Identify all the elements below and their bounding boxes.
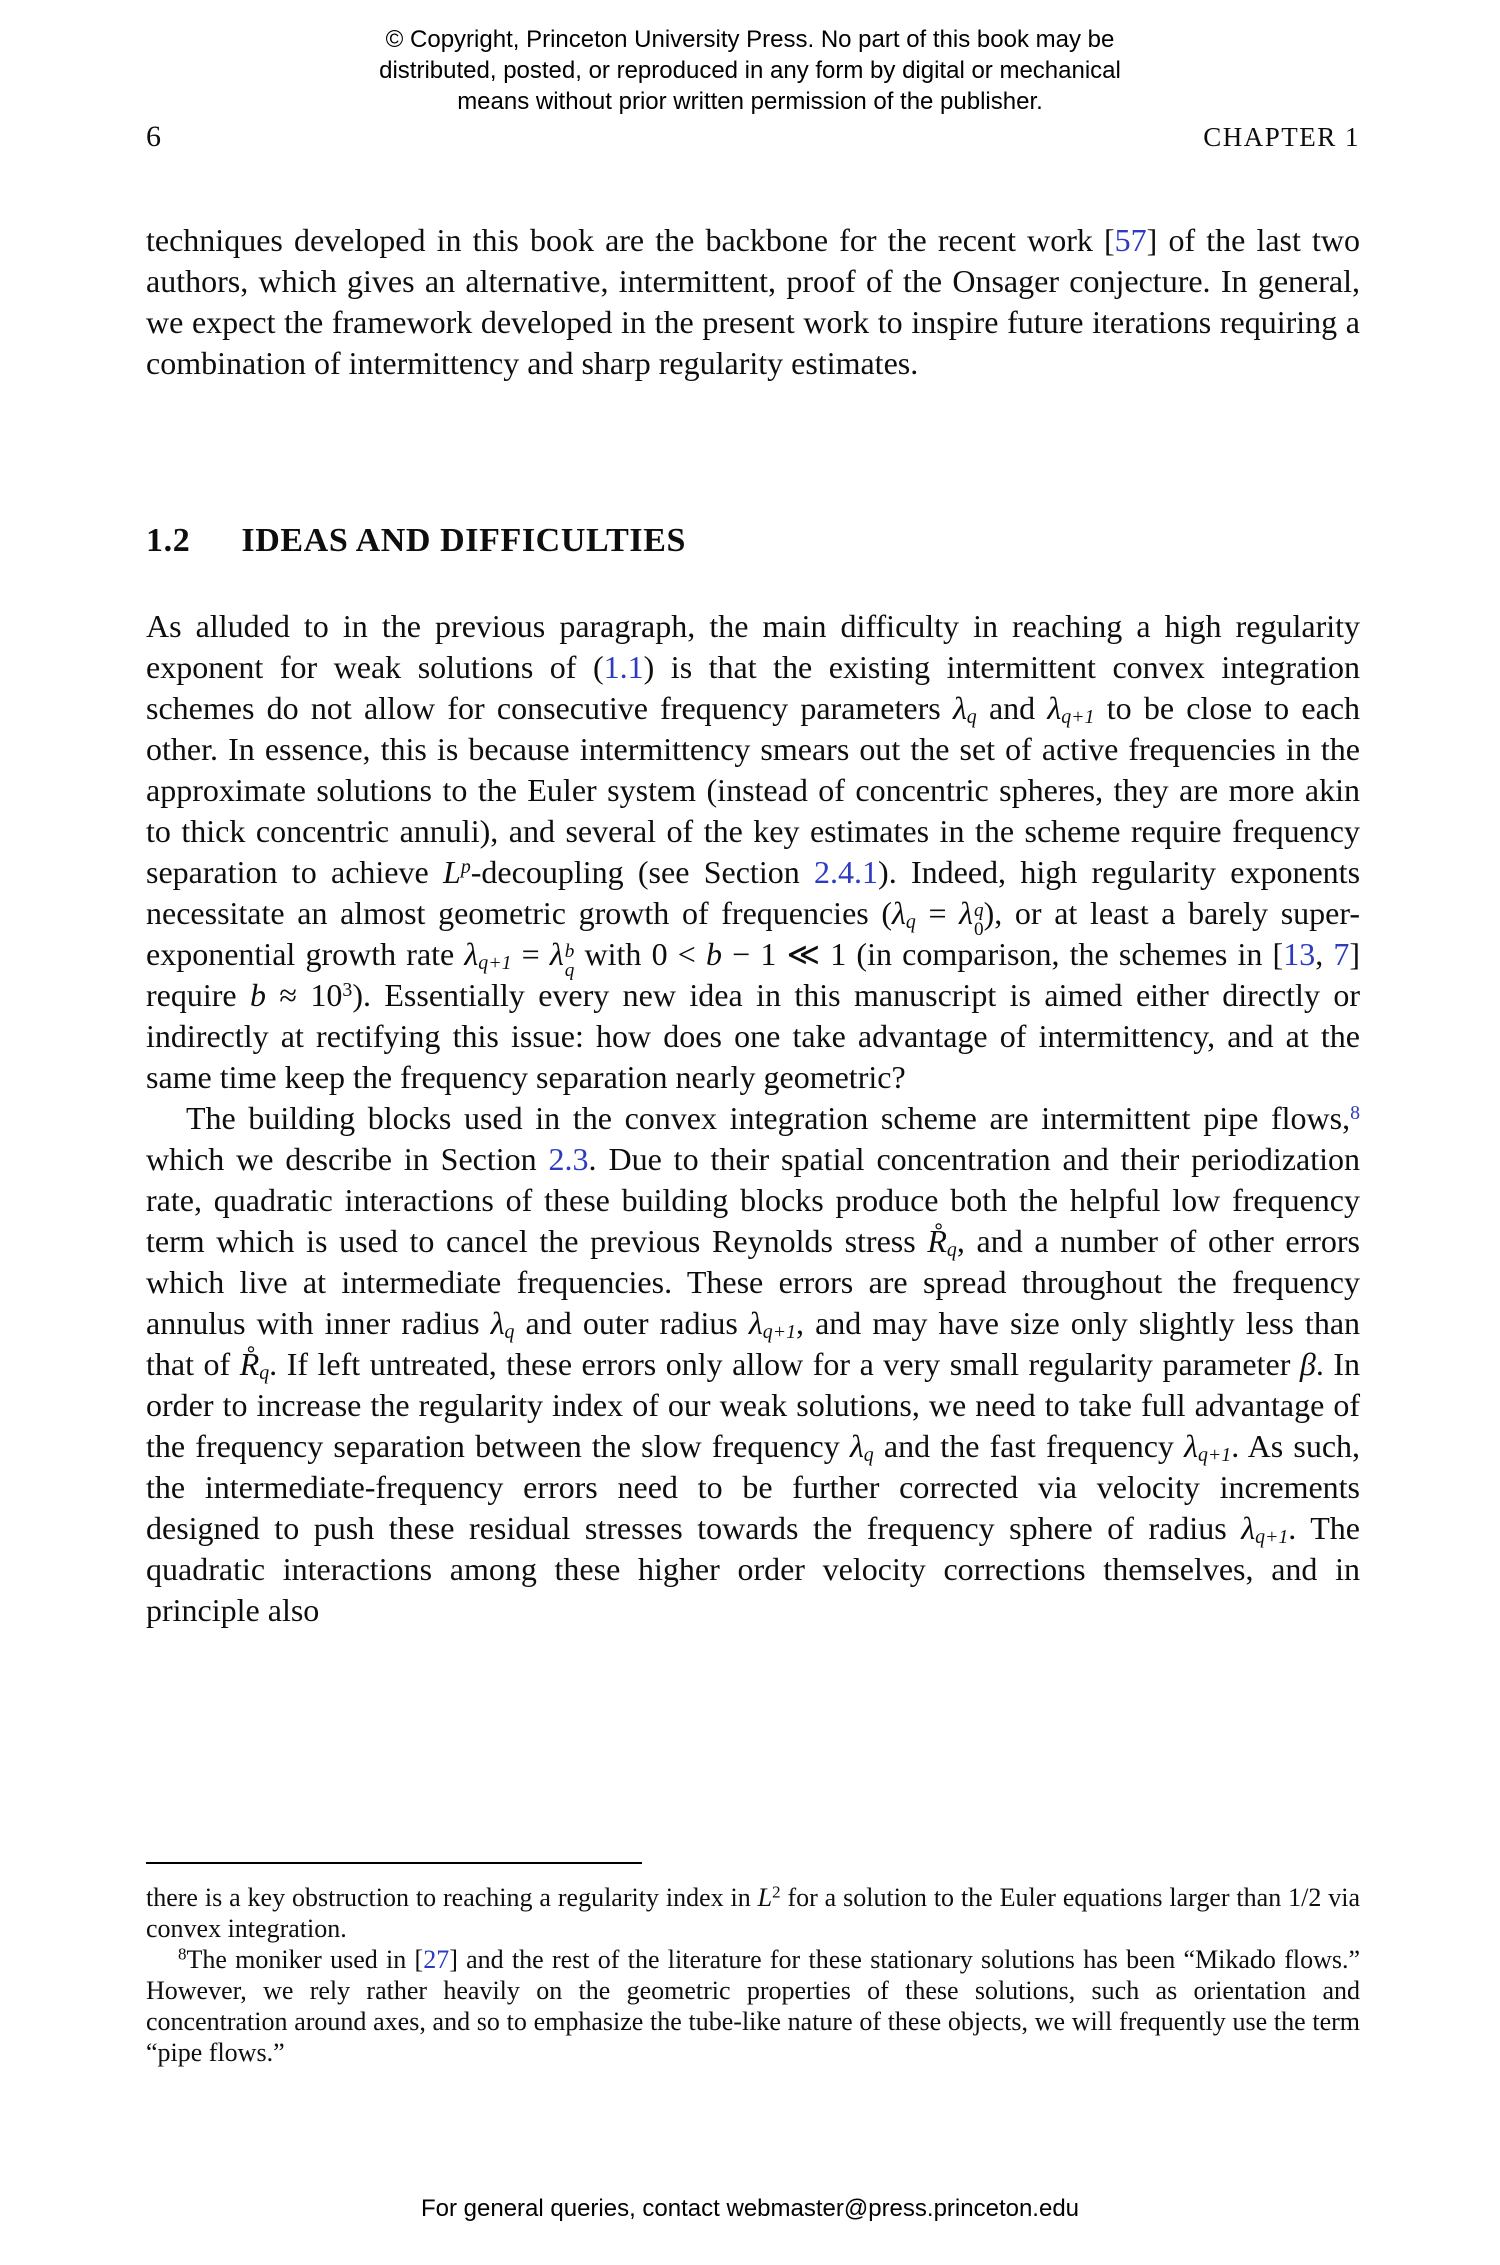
text-block: [146, 220, 1360, 1631]
copyright-notice: [0, 24, 1500, 117]
paragraph-2: As alluded to in the previous paragraph, the main difficulty in reaching a high regularity exponent for weak solutions of (1.1) is that the existing intermittent convex integration schemes do not allow for consecutive frequency parameters $\lambda_q$ and $\lambda_{q+1}$ to be close to each other. In essence, this is because intermittency smears out the set of active frequencies in the approximate solutions to the Euler system (instead of concentric spheres, they are more akin to thick concentric annuli), and several of the key estimates in the scheme require frequency separation to achieve $L^p$-decoupling (see Section 2.4.1). Indeed, high regularity exponents necessitate an almost geometric growth of frequencies ($\lambda_q = \lambda$ q 0 ), or at least a barely super-exponential growth rate $\lambda_{q+1} = \lambda$ b q with 0 < b − 1 ≪ 1 (in comparison, the schemes in [13, 7] require $b \approx 10^3$). Essentially every new idea in this manuscript is aimed either directly or indirectly at rectifying this issue: how does one take advantage of intermittency, and at the same time keep the frequency separation nearly geometric?: [146, 608, 1361, 1095]
paragraph-3: The building blocks used in the convex integration scheme are intermittent pipe flows,$^8$ which we describe in Section 2.3. Due to their spatial concentration and their periodization rate, quadratic interactions of these building blocks produce both the helpful low frequency term which is used to cancel the previous Reynolds stress $R̊_q$, and a number of other errors which live at intermediate frequencies. These errors are spread throughout the frequency annulus with inner radius $\lambda_q$ and outer radius $\lambda_{q+1}$, and may have size only slightly less than that of $R̊_q$. If left untreated, these errors only allow for a very small regularity parameter β. In order to increase the regularity index of our weak solutions, we need to take full advantage of the frequency separation between the slow frequency $\lambda_q$ and the fast frequency $\lambda_{q+1}$. As such, the intermediate-frequency errors need to be further corrected via velocity increments designed to push these residual stresses towards the frequency sphere of radius $\lambda_{q+1}$. The quadratic interactions among these higher order velocity corrections themselves, and in principle also: [146, 1100, 1361, 1628]
copyright-line-2: distributed, posted, or reproduced in any form by digital or mechanical: [379, 57, 1121, 84]
citation-link-7[interactable]: 7: [1333, 936, 1350, 972]
footnote-8: $^8$The moniker used in [27] and the rest of the literature for these stationary solutions has been “Mikado flows.” However, we rely rather heavily on the geometric properties of these solutions, such as orientation and concentration around axes, and so to emphasize the tube-like nature of these objects, we will frequently use the term “pipe flows.”: [146, 1944, 1361, 2067]
citation-link-27[interactable]: 27: [423, 1945, 450, 1974]
paragraph-1: techniques developed in this book are the backbone for the recent work [57] of the last two authors, which gives an alternative, intermittent, proof of the Onsager conjecture. In general, we expect the framework developed in the present work to inspire future iterations requiring a combination of intermittency and sharp regularity estimates.: [146, 222, 1360, 381]
running-head: [146, 120, 1360, 154]
section-ref-2-4-1[interactable]: 2.4.1: [814, 854, 879, 890]
copyright-line-3: means without prior written permission of the publisher.: [457, 88, 1043, 115]
citation-link-57[interactable]: 57: [1114, 222, 1147, 258]
equation-ref-1-1[interactable]: 1.1: [603, 649, 644, 685]
footnote-continuation: there is a key obstruction to reaching a regularity index in $L^2$ for a solution to the Euler equations larger than 1/2 via convex integration.: [146, 1882, 1360, 1943]
footer-contact: [0, 2194, 1500, 2224]
footnote-rule: [146, 1862, 642, 1864]
section-heading: [146, 522, 1360, 560]
page-number: 6: [146, 120, 161, 153]
section-ref-2-3[interactable]: 2.3: [548, 1141, 589, 1177]
section-number: 1.2: [146, 522, 191, 559]
chapter-label: CHAPTER 1: [1203, 122, 1360, 152]
footnotes: [146, 1882, 1360, 2068]
citation-link-13[interactable]: 13: [1283, 936, 1316, 972]
footnote-mark-8[interactable]: 8: [1350, 1102, 1360, 1125]
section-title: IDEAS AND DIFFICULTIES: [241, 522, 687, 559]
footer-contact-text: For general queries, contact webmaster@press.princeton.edu: [420, 2195, 1080, 2222]
copyright-line-1: © Copyright, Princeton University Press. No part of this book may be: [385, 26, 1115, 53]
